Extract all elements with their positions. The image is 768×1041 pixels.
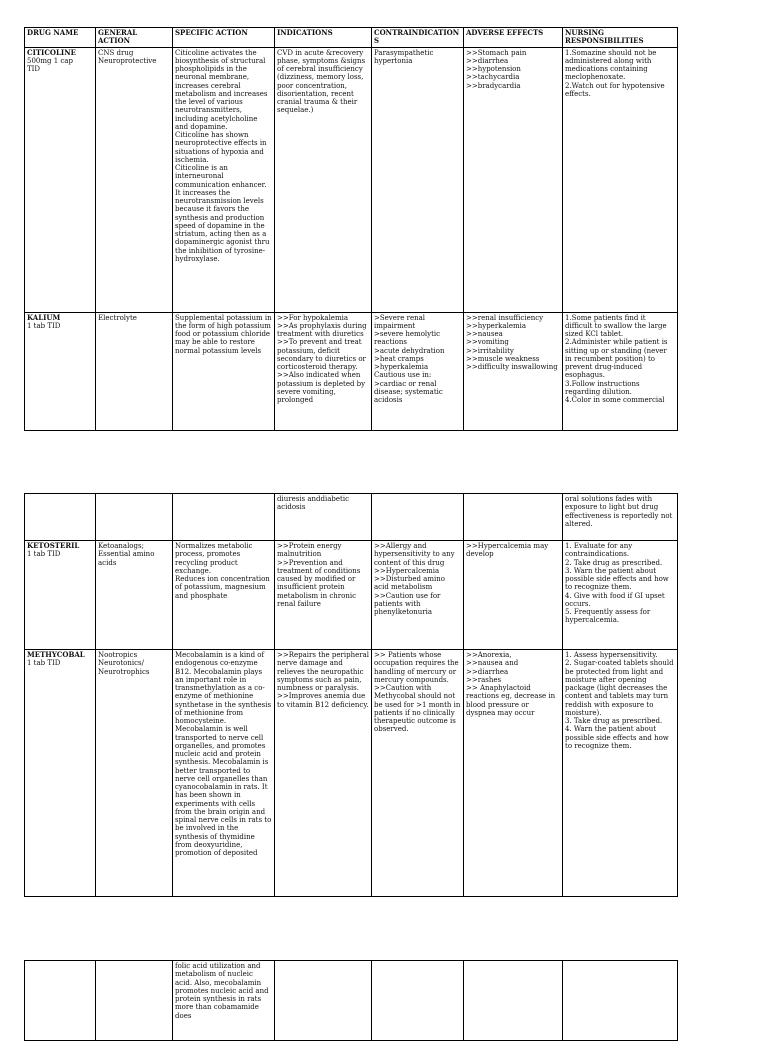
drug-table-page-2 [24,493,678,897]
table-row-methycobal [25,650,678,897]
contraindications-cell [372,961,464,1041]
drug-name: KETOSTERIL [27,541,80,550]
drug-name: KALIUM [27,312,61,322]
adverse-effects-cell: >>Hypercalcemia may develop [464,541,563,650]
nursing-responsibilities-cell: 1.Some patients find it difficult to swallow the large sized KCl tablet. 2.Administer while patient is sitting up or standing (never in recumbent position) to prevent drug-induced esophagus. 3.Follow instructions regarding dilution. 4.Color in some commercial [563,312,678,430]
adverse-effects-cell: >>Stomach pain >>diarrhea >>hypotension >>tachycardia >>bradycardia [464,47,563,312]
contraindications-cell: >>Allergy and hypersensitivity to any content of this drug >>Hypercalcemia >>Disturbed amino acid metabolism >>Caution use for patients with phenylketonuria [372,541,464,650]
header-adverse-effects: ADVERSE EFFECTS [464,28,563,48]
table-row-kalium [25,312,678,430]
contraindications-cell: Parasympathetic hypertonia [372,47,464,312]
adverse-effects-cell: >>Anorexia, >>nausea and >>diarrhea >>rashes >> Anaphylactoid reactions eg, decrease in blood pressure or dyspnea may occur [464,650,563,897]
contraindications-cell: >> Patients whose occupation requires the handling of mercury or mercury compounds. >>Caution with Methycobal should not be used for >1 month in patients if no clinically therapeutic outcome is observed. [372,650,464,897]
table-row-continuation [25,494,678,541]
drug-name-cell [25,541,96,650]
header-specific-action: SPECIFIC ACTION [173,28,275,48]
general-action-cell [96,961,173,1041]
adverse-effects-cell [464,961,563,1041]
drug-dose: 1 tab TID [27,550,61,559]
header-nursing-responsibilities: NURSING RESPONSIBILITIES [563,28,678,48]
header-general-action: GENERAL ACTION [96,28,173,48]
adverse-effects-cell [464,494,563,541]
table-row-continuation [25,961,678,1041]
header-indications: INDICATIONS [275,28,372,48]
contraindications-cell [372,494,464,541]
general-action-cell: Ketoanalogs; Essential amino acids [96,541,173,650]
general-action-cell [96,494,173,541]
specific-action-cell: Supplemental potassium in the form of high potassium food or potassium chloride may be able to restore normal potassium levels [173,312,275,430]
specific-action-cell [173,494,275,541]
drug-table-page-1 [24,27,678,431]
drug-table-page-3 [24,960,678,1041]
drug-name: METHYCOBAL [27,650,85,659]
table-row-citicoline [25,47,678,312]
indications-cell: >>For hypokalemia >>As prophylaxis during treatment with diuretics >>To prevent and treat potassium, deficit secondary to diuretics or corticosteroid therapy. >>Also indicated when potassium is depleted by severe vomiting, prolonged [275,312,372,430]
indications-cell [275,961,372,1041]
drug-name-cell [25,494,96,541]
indications-cell: diuresis anddiabetic acidosis [275,494,372,541]
nursing-responsibilities-cell: oral solutions fades with exposure to light but drug effectiveness is reportedly not altered. [563,494,678,541]
header-row [25,28,678,48]
table-row-ketosteril [25,541,678,650]
general-action-cell: Nootropics Neurotonics/ Neurotrophics [96,650,173,897]
nursing-responsibilities-cell: 1. Evaluate for any contraindications. 2. Take drug as prescribed. 3. Warn the patient about possible side effects and how to recognize them. 4. Give with food if GI upset occurs. 5. Frequently assess for hypercalcemia. [563,541,678,650]
drug-name-cell [25,650,96,897]
drug-dose: 1 tab TID [27,659,61,668]
specific-action-cell: Mecobalamin is a kind of endogenous co-enzyme B12. Mecobalamin plays an important role in transmethylation as a co-enzyme of methionine synthetase in the synthesis of methionine from homocysteine. Mecobalamin is well transported to nerve cell organelles, and promotes nucleic acid and protein synthesis. Mecobalamin is better transported to nerve cell organelles than cyanocobalamin in rats. It has been shown in experiments with cells from the brain origin and spinal nerve cells in rats to be involved in the synthesis of thymidine from deoxyuridine, promotion of deposited [173,650,275,897]
specific-action-cell: Normalizes metabolic process, promotes recycling product exchange. Reduces ion concentration of potassium, magnesium and phosphate [173,541,275,650]
indications-cell: CVD in acute &recovery phase, symptoms &signs of cerebral insufficiency (dizziness, memory loss, poor concentration, disorientation, recent cranial trauma & their sequelae.) [275,47,372,312]
drug-name-cell [25,312,96,430]
drug-dose: 500mg 1 cap TID [27,56,73,73]
contraindications-cell: >Severe renal impairment >severe hemolytic reactions >acute dehydration >heat cramps >hyperkalemia Cautious use in: >cardiac or renal disease; systematic acidosis [372,312,464,430]
nursing-responsibilities-cell: 1.Somazine should not be administered along with medications containing meclophenoxate. 2.Watch out for hypotensive effects. [563,47,678,312]
adverse-effects-cell: >>renal insufficiency >>hyperkalemia >>nausea >>vomiting >>irritability >>muscle weakness >>difficulty inswallowing [464,312,563,430]
drug-dose: 1 tab TID [27,321,61,330]
nursing-responsibilities-cell: 1. Assess hypersensitivity. 2. Sugar-coated tablets should be protected from light and moisture after opening package (light decreases the content and tablets may turn reddish with exposure to moisture). 3. Take drug as prescribed. 4. Warn the patient about possible side effects and how to recognize them. [563,650,678,897]
indications-cell: >>Protein energy malnutrition >>Prevention and treatment of conditions caused by modified or insufficient protein metabolism in chronic renal failure [275,541,372,650]
drug-name-cell [25,47,96,312]
drug-name: CITICOLINE [27,47,76,57]
indications-cell: >>Repairs the peripheral nerve damage and relieves the neuropathic symptoms such as pain, numbness or paralysis. >>Improves anemia due to vitamin B12 deficiency. [275,650,372,897]
header-drug-name: DRUG NAME [25,28,96,48]
general-action-cell: CNS drug Neuroprotective [96,47,173,312]
nursing-responsibilities-cell [563,961,678,1041]
specific-action-cell: folic acid utilization and metabolism of nucleic acid. Also, mecobalamin promotes nucleic acid and protein synthesis in rats more than cobamamide does [173,961,275,1041]
drug-name-cell [25,961,96,1041]
general-action-cell: Electrolyte [96,312,173,430]
header-contraindications: CONTRAINDICATIONS [372,28,464,48]
specific-action-cell: Citicoline activates the biosynthesis of structural phospholipids in the neuronal membrane, increases cerebral metabolism and increases the level of various neurotransmitters, including acetylcholine and dopamine. Citicoline has shown neuroprotective effects in situations of hypoxia and ischemia. Citicoline is an interneuronal communication enhancer. It increases the neurotransmission levels because it favors the synthesis and production speed of dopamine in the striatum, acting then as a dopaminergic agonist thru the inhibition of tyrosine-hydroxylase. [173,47,275,312]
